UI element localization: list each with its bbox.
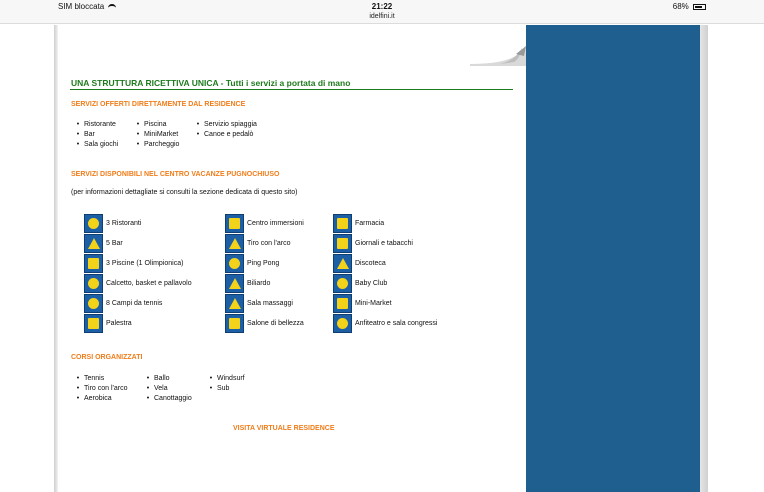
billiard-icon	[225, 274, 244, 293]
service-label: 3 Ristoranti	[106, 219, 142, 227]
service-label: Discoteca	[355, 259, 386, 267]
list-item: • Parcheggio	[132, 140, 179, 150]
cart-icon	[333, 294, 352, 313]
service-disco	[333, 254, 386, 272]
massage-icon	[225, 294, 244, 313]
courses-list-1	[72, 374, 127, 404]
gym-icon	[84, 314, 103, 333]
list-item: • Ballo	[142, 374, 192, 384]
service-label: Ping Pong	[247, 259, 280, 267]
battery-icon	[693, 4, 706, 10]
ping-pong-icon	[225, 254, 244, 273]
newspaper-icon	[333, 234, 352, 253]
restaurant-icon	[84, 214, 103, 233]
pool-icon	[84, 254, 103, 273]
section-heading-courses: CORSI ORGANIZZATI	[71, 354, 143, 361]
service-billiard	[225, 274, 270, 292]
service-diving	[225, 214, 304, 232]
service-label: 3 Piscine (1 Olimpionica)	[106, 259, 184, 267]
list-item: • Vela	[142, 384, 192, 394]
list-item: • Canoe e pedalò	[192, 130, 257, 140]
courses-list-2	[142, 374, 192, 404]
residence-services-list-2	[132, 120, 179, 150]
disco-icon	[333, 254, 352, 273]
list-item: • Ristorante	[72, 120, 118, 130]
service-label: Baby Club	[355, 279, 388, 287]
status-bar	[0, 0, 764, 24]
service-label: Giornali e tabacchi	[355, 239, 413, 247]
cocktail-icon	[84, 234, 103, 253]
service-bar	[84, 234, 123, 252]
service-baby-club	[333, 274, 387, 292]
service-label: Palestra	[106, 319, 132, 327]
service-label: Salone di bellezza	[247, 319, 304, 327]
list-item: • Windsurf	[205, 374, 245, 384]
service-beauty	[225, 314, 304, 332]
service-label: Tiro con l'arco	[247, 239, 291, 247]
list-item: • MiniMarket	[132, 130, 179, 140]
service-label: 8 Campi da tennis	[106, 299, 163, 307]
section-heading-village-services: SERVIZI DISPONIBILI NEL CENTRO VACANZE PUGNOCHIUSO	[71, 171, 280, 178]
service-ping-pong	[225, 254, 279, 272]
service-restaurants	[84, 214, 141, 232]
residence-services-list-3	[192, 120, 257, 140]
list-item: • Aerobica	[72, 394, 127, 404]
page-curl-graphic	[470, 44, 526, 66]
service-newsstand	[333, 234, 413, 252]
list-item: • Piscina	[132, 120, 179, 130]
service-massage	[225, 294, 293, 312]
list-item: • Canottaggio	[142, 394, 192, 404]
service-label: Calcetto, basket e pallavolo	[106, 279, 192, 287]
courses-list-3	[205, 374, 245, 394]
service-label: Mini-Market	[355, 299, 392, 307]
amphitheatre-icon	[333, 314, 352, 333]
service-amphitheatre	[333, 314, 438, 332]
virtual-tour-link[interactable]: VISITA VIRTUALE RESIDENCE	[233, 425, 335, 432]
title-divider	[70, 89, 513, 90]
pharmacy-cross-icon	[333, 214, 352, 233]
page-left-shadow	[54, 25, 58, 492]
list-item: • Sub	[205, 384, 245, 394]
residence-services-list-1	[72, 120, 118, 150]
service-label: Anfiteatro e sala congressi	[355, 319, 438, 327]
service-label: 5 Bar	[106, 239, 123, 247]
ball-icon	[84, 274, 103, 293]
service-pools	[84, 254, 183, 272]
list-item: • Tiro con l'arco	[72, 384, 127, 394]
page-right-shadow	[700, 25, 708, 492]
address-bar-url[interactable]: idelfini.it	[369, 13, 395, 20]
service-label: Centro immersioni	[247, 219, 304, 227]
service-pharmacy	[333, 214, 384, 232]
carrier-label: SIM bloccata	[58, 2, 105, 11]
service-archery	[225, 234, 290, 252]
service-sports	[84, 274, 192, 292]
list-item: • Bar	[72, 130, 118, 140]
list-item: • Tennis	[72, 374, 127, 384]
battery-status	[673, 2, 706, 11]
archery-icon	[225, 234, 244, 253]
baby-club-icon	[333, 274, 352, 293]
page-header	[58, 25, 526, 65]
battery-percent: 68%	[672, 2, 689, 11]
section-note: (per informazioni dettagliate si consulti la sezione dedicata di questo sito)	[71, 189, 298, 196]
service-mini-market	[333, 294, 392, 312]
service-tennis	[84, 294, 162, 312]
service-label: Farmacia	[355, 219, 385, 227]
list-item: • Servizio spiaggia	[192, 120, 257, 130]
section-heading-residence-services: SERVIZI OFFERTI DIRETTAMENTE DAL RESIDENCE	[71, 101, 246, 108]
service-label: Biliardo	[247, 279, 271, 287]
beauty-icon	[225, 314, 244, 333]
clock: 21:22	[371, 2, 393, 11]
list-item: • Sala giochi	[72, 140, 118, 150]
right-sidebar-panel	[526, 25, 700, 492]
service-label: Sala massaggi	[247, 299, 293, 307]
service-gym	[84, 314, 132, 332]
diving-icon	[225, 214, 244, 233]
page-title: UNA STRUTTURA RICETTIVA UNICA - Tutti i servizi a portata di mano	[71, 78, 351, 88]
tennis-icon	[84, 294, 103, 313]
